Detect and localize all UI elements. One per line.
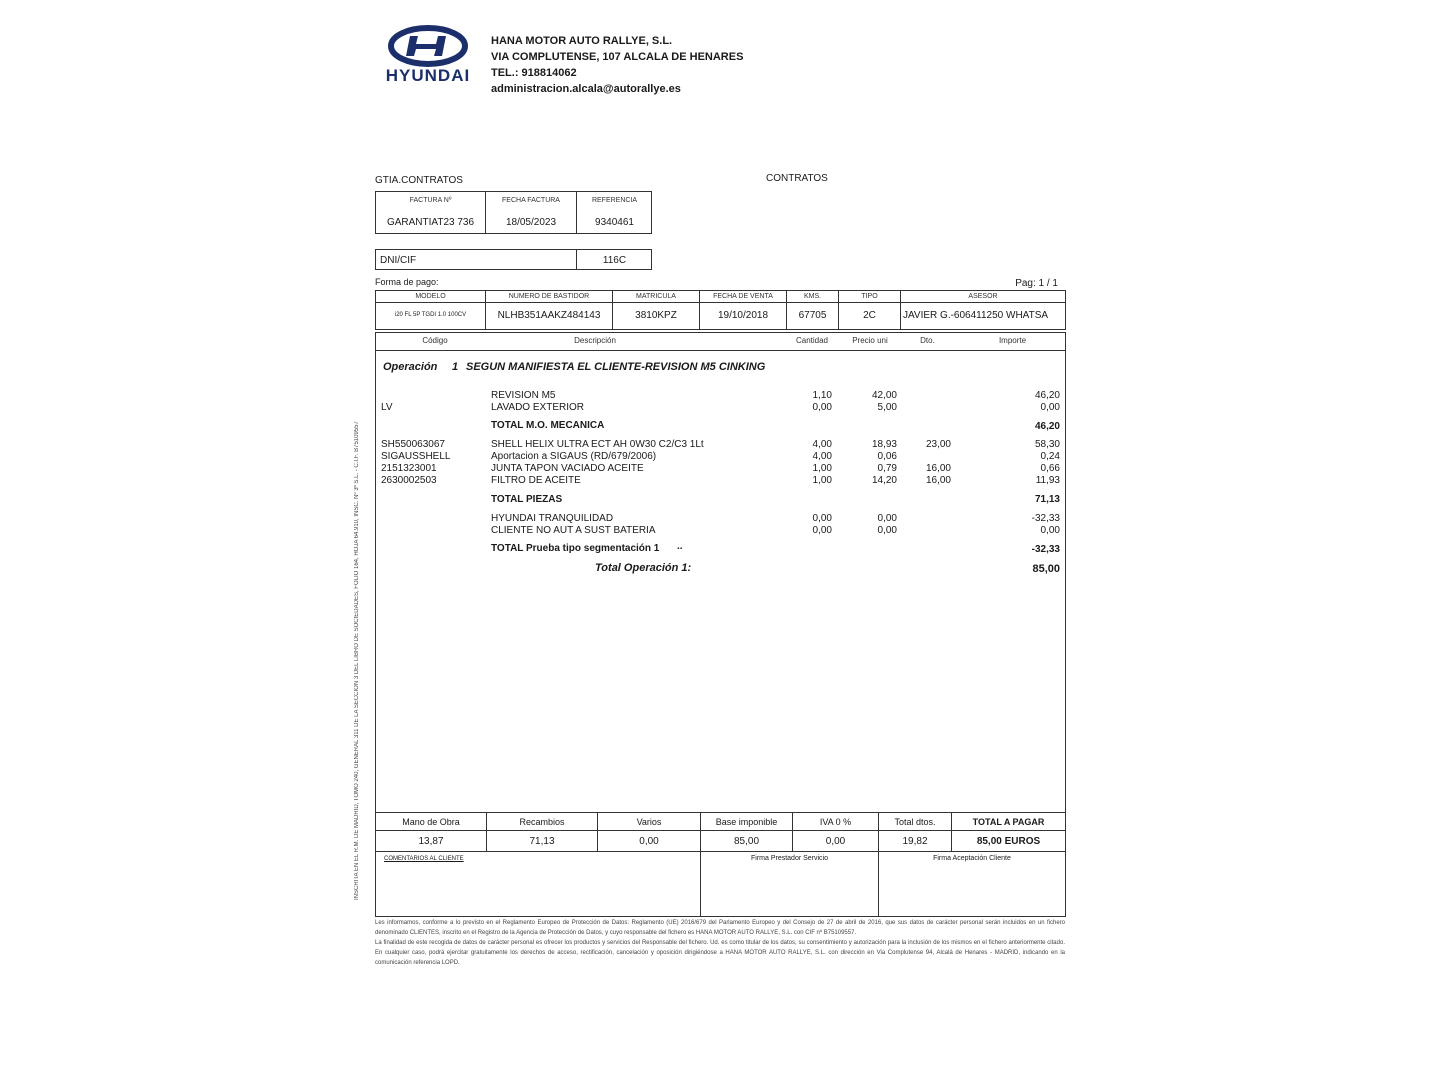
- totals-labor: 13,87: [418, 836, 444, 847]
- totals-discounts: 19,82: [902, 836, 928, 847]
- provider-signature-label: Firma Prestador Servicio: [750, 855, 829, 862]
- line-description: FILTRO DE ACEITE: [491, 475, 581, 486]
- dni-box: [375, 249, 652, 270]
- line-unit-price: 18,93: [871, 439, 897, 450]
- vehicle-type: 2C: [863, 310, 876, 321]
- line-discount: 23,00: [925, 439, 951, 450]
- line-unit-price: 0,06: [877, 451, 897, 462]
- parts-total-label: TOTAL PIEZAS: [491, 494, 563, 505]
- vehicle-header-sale-date: FECHA DE VENTA: [713, 293, 773, 300]
- line-quantity: 1,10: [812, 390, 832, 401]
- right-title: CONTRATOS: [766, 173, 828, 184]
- column-unit-price: Precio uni: [852, 336, 888, 345]
- vehicle-header-type: TIPO: [861, 293, 878, 300]
- privacy-paragraph: Les informamos, conforme a lo previsto en el Reglamento Europeo de Protección de Datos: Reglamento (UE) 2016/679 del Parlamento Europeo y del Consejo de 27 de abril de 2016, que sus datos de carácter personal serán incluidos en un fichero denominado CLIENTES, inscrito en el Registro de la Agencia de Protección de Datos, y cuyo responsable del fichero es HANA MOTOR AUTO RALLYE, S.L. con CIF nº B75109557.: [375, 920, 1065, 936]
- operation-label: Operación: [383, 361, 438, 373]
- dni-value: 116C: [602, 255, 627, 266]
- line-quantity: 1,00: [812, 463, 832, 474]
- line-unit-price: 14,20: [871, 475, 897, 486]
- totals-header-labor: Mano de Obra: [402, 817, 460, 827]
- company-info: [491, 33, 743, 97]
- totals-header-vat: IVA 0 %: [819, 817, 852, 827]
- line-code: SH550063067: [381, 439, 445, 450]
- lines-body-box: [375, 332, 1066, 813]
- totals-header-misc: Varios: [636, 817, 662, 827]
- parts-total: 71,13: [1034, 494, 1060, 505]
- line-quantity: 4,00: [812, 439, 832, 450]
- payment-label: Forma de pago:: [375, 277, 439, 287]
- vehicle-header-advisor: ASESOR: [968, 293, 998, 300]
- line-amount: 58,30: [1034, 439, 1060, 450]
- invoice-date-label: FECHA FACTURA: [502, 197, 560, 204]
- company-email: administracion.alcala@autorallye.es: [491, 83, 681, 95]
- other-total: -32,33: [1031, 544, 1060, 555]
- line-unit-price: 0,79: [877, 463, 897, 474]
- company-address: VIA COMPLUTENSE, 107 ALCALA DE HENARES: [491, 51, 744, 63]
- vehicle-model: i20 FL 5P TGDI 1.0 100CV: [394, 312, 467, 318]
- line-amount: 46,20: [1034, 390, 1060, 401]
- line-code: LV: [381, 402, 393, 413]
- line-quantity: 0,00: [812, 513, 832, 524]
- line-description: REVISION M5: [491, 390, 556, 401]
- line-description: JUNTA TAPON VACIADO ACEITE: [491, 463, 644, 474]
- operation-total: 85,00: [1032, 563, 1060, 575]
- line-amount: 0,00: [1040, 525, 1060, 536]
- line-description: LAVADO EXTERIOR: [491, 402, 584, 413]
- vehicle-kms: 67705: [798, 310, 827, 321]
- line-unit-price: 0,00: [877, 525, 897, 536]
- column-amount: Importe: [998, 336, 1027, 345]
- invoice-number-label: FACTURA Nº: [409, 197, 452, 204]
- line-unit-price: 0,00: [877, 513, 897, 524]
- totals-header-total: TOTAL A PAGAR: [972, 817, 1045, 827]
- logo-wordmark: HYUNDAI: [385, 66, 471, 85]
- invoice-date: 18/05/2023: [505, 217, 557, 228]
- totals-tax-base: 85,00: [733, 836, 760, 847]
- line-description: SHELL HELIX ULTRA ECT AH 0W30 C2/C3 1Lt: [491, 439, 704, 450]
- line-discount: 16,00: [925, 463, 951, 474]
- totals-header-discounts: Total dtos.: [894, 817, 936, 827]
- vehicle-header-vin: NUMERO DE BASTIDOR: [508, 293, 590, 300]
- signatures-box: [375, 851, 1066, 917]
- totals-table: [375, 812, 1066, 852]
- line-description: CLIENTE NO AUT A SUST BATERIA: [491, 525, 656, 536]
- vehicle-vin: NLHB351AAKZ484143: [497, 310, 601, 321]
- labor-total: 46,20: [1034, 421, 1060, 432]
- totals-header-parts: Recambios: [519, 817, 565, 827]
- line-unit-price: 42,00: [871, 390, 897, 401]
- company-name: HANA MOTOR AUTO RALLYE, S.L.: [491, 35, 673, 47]
- labor-total-label: TOTAL M.O. MECANICA: [491, 420, 605, 431]
- invoice-reference-label: REFERENCIA: [591, 197, 638, 204]
- operation-title: SEGUN MANIFIESTA EL CLIENTE-REVISION M5 CINKING: [466, 361, 766, 373]
- client-signature-label: Firma Aceptación Cliente: [933, 855, 1011, 862]
- line-code: SIGAUSSHELL: [381, 451, 451, 462]
- left-title: GTIA.CONTRATOS: [375, 175, 463, 186]
- line-quantity: 1,00: [812, 475, 832, 486]
- line-amount: 0,00: [1040, 402, 1060, 413]
- line-description: Aportacion a SIGAUS (RD/679/2006): [491, 451, 657, 462]
- totals-amount-due: 85,00 EUROS: [976, 836, 1041, 847]
- vehicle-header-plate: MATRICULA: [636, 293, 676, 300]
- page-number: Pag: 1 / 1: [1015, 278, 1058, 289]
- column-discount: Dto.: [920, 336, 935, 345]
- line-code: 2151323001: [381, 463, 437, 474]
- privacy-notice: [375, 918, 1065, 968]
- invoice-box: [375, 191, 652, 234]
- registry-legal-text: INSCRITA EN EL R.M. DE MADRID, TOMO 240, GENERAL 311 DE LA SECCION 3 DEL LIBRO DE SOCIEDADES, FOLIO 164, HOJA 64.910, INSC. Nº 3ª S.L. - C.I.F. B75109557: [354, 421, 360, 900]
- operation-total-label: Total Operación 1:: [595, 562, 692, 574]
- line-description: HYUNDAI TRANQUILIDAD: [491, 513, 614, 524]
- privacy-paragraph: La finalidad de este recogida de datos de carácter personal es ofrecer los productos y servicios del Responsable del fichero. Ud. es como titular de los datos, su consentimiento y autorización para la inclusión de los mismos en el fichero anteriormente citado. En cualquier caso, podrá ejercitar gratuitamente los derechos de acceso, rectificación, cancelación y oposición dirigiéndose a HANA MOTOR AUTO RALLYE, S.L. con dirección en Via Complutense 94, Alcalá de Henares - MADRID, indicando en la comunicación referencia LOPD.: [375, 940, 1065, 966]
- company-phone: TEL.: 918814062: [491, 67, 577, 79]
- totals-header-tax-base: Base imponible: [715, 817, 778, 827]
- line-code: 2630002503: [381, 475, 437, 486]
- line-amount: -32,33: [1031, 513, 1060, 524]
- vehicle-table: [375, 290, 1066, 330]
- line-amount: 0,66: [1040, 463, 1060, 474]
- line-quantity: 4,00: [812, 451, 832, 462]
- invoice-reference: 9340461: [595, 217, 634, 228]
- totals-misc: 0,00: [639, 836, 659, 847]
- line-quantity: 0,00: [812, 402, 832, 413]
- vehicle-sale-date: 19/10/2018: [717, 310, 769, 321]
- other-total-suffix: ..: [677, 541, 683, 552]
- totals-parts: 71,13: [529, 836, 555, 847]
- customer-comments-label: COMENTARIOS AL CLIENTE: [384, 856, 464, 862]
- line-quantity: 0,00: [812, 525, 832, 536]
- operation-number: 1: [452, 361, 459, 373]
- column-code: Código: [422, 336, 448, 345]
- totals-vat: 0,00: [825, 836, 846, 847]
- hyundai-emblem-icon: [376, 24, 480, 68]
- line-amount: 0,24: [1040, 451, 1060, 462]
- line-amount: 11,93: [1035, 475, 1060, 486]
- column-quantity: Cantidad: [795, 336, 829, 345]
- line-discount: 16,00: [925, 475, 951, 486]
- vehicle-plate: 3810KPZ: [635, 310, 677, 321]
- invoice-number: GARANTIAT23 736: [386, 217, 475, 228]
- vehicle-advisor: JAVIER G.-606411250 WHATSA: [903, 310, 1049, 321]
- other-total-label: TOTAL Prueba tipo segmentación 1: [491, 543, 660, 554]
- column-description: Descripción: [574, 336, 616, 345]
- dni-label: DNI/CIF: [380, 255, 417, 266]
- vehicle-header-model: MODELO: [415, 293, 446, 300]
- line-unit-price: 5,00: [877, 402, 897, 413]
- vehicle-header-kms: KMS.: [803, 293, 822, 300]
